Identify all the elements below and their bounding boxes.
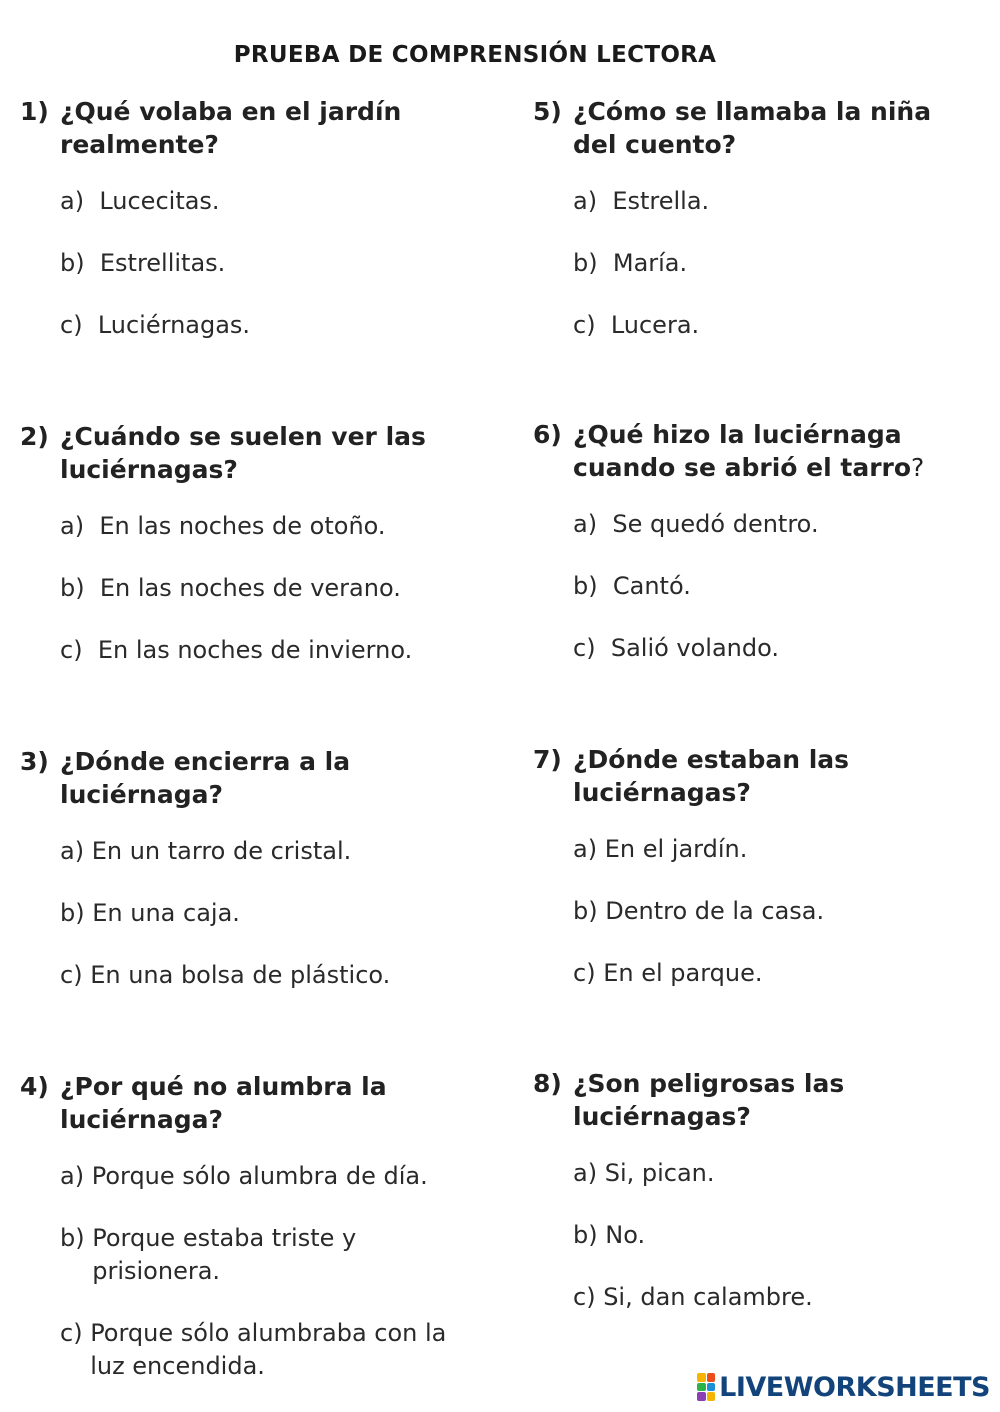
option-c[interactable]: c) En el parque. (573, 959, 763, 987)
options-list (573, 833, 983, 990)
option-c[interactable]: c) Luciérnagas. (60, 311, 251, 339)
question-text: ¿Dónde encierra a la luciérnaga? (60, 747, 351, 809)
options-list (60, 1160, 470, 1383)
option-b[interactable]: b) Estrellitas. (60, 249, 226, 277)
option-b[interactable]: b) María. (573, 249, 688, 277)
option-a[interactable]: a) Si, pican. (573, 1159, 715, 1187)
question-number: 1) (20, 97, 49, 126)
option-b[interactable]: b) No. (573, 1221, 646, 1249)
options-list (573, 1157, 983, 1314)
question-text: ¿Por qué no alumbra la luciérnaga? (60, 1072, 387, 1134)
question-text: ¿Cómo se llamaba la niña del cuento? (573, 97, 932, 159)
question-5 (533, 95, 983, 371)
question-8 (533, 1067, 983, 1343)
option-b[interactable]: b) Porque estaba triste y prisionera. (60, 1224, 357, 1285)
options-list (573, 508, 983, 665)
option-b[interactable]: b) En una caja. (60, 899, 240, 927)
options-list (573, 185, 983, 342)
option-b[interactable]: b) Cantó. (573, 572, 691, 600)
option-a[interactable]: a) Estrella. (573, 187, 710, 215)
options-list (60, 510, 470, 667)
question-text: ¿Qué volaba en el jardín realmente? (60, 97, 402, 159)
question-2 (20, 420, 470, 696)
logo-text: LIVEWORKSHEETS (719, 1371, 990, 1403)
question-text: ¿Cuándo se suelen ver las luciérnagas? (60, 422, 426, 484)
option-c[interactable]: c) Lucera. (573, 311, 700, 339)
question-4 (20, 1070, 470, 1412)
question-number: 2) (20, 422, 49, 451)
option-b[interactable]: b) En las noches de verano. (60, 574, 401, 602)
question-number: 7) (533, 745, 562, 774)
question-number: 8) (533, 1069, 562, 1098)
option-a[interactable]: a) En el jardín. (573, 835, 748, 863)
option-c[interactable]: c) Salió volando. (573, 634, 780, 662)
option-a[interactable]: a) En las noches de otoño. (60, 512, 386, 540)
question-number: 4) (20, 1072, 49, 1101)
option-b[interactable]: b) Dentro de la casa. (573, 897, 825, 925)
question-number: 5) (533, 97, 562, 126)
logo-icon (697, 1373, 715, 1401)
option-a[interactable]: a) Porque sólo alumbra de día. (60, 1162, 428, 1190)
page-title: PRUEBA DE COMPRENSIÓN LECTORA (233, 42, 717, 68)
option-c[interactable]: c) Porque sólo alumbraba con la luz encendida. (60, 1319, 447, 1380)
option-c[interactable]: c) En una bolsa de plástico. (60, 961, 391, 989)
liveworksheets-logo[interactable] (697, 1370, 990, 1404)
question-text: ¿Son peligrosas las luciérnagas? (573, 1069, 845, 1131)
question-7 (533, 743, 983, 1019)
question-text: ¿Qué hizo la luciérnaga cuando se abrió el tarro? (573, 420, 925, 482)
question-3 (20, 745, 470, 1021)
question-number: 3) (20, 747, 49, 776)
option-a[interactable]: a) Lucecitas. (60, 187, 220, 215)
option-c[interactable]: c) Si, dan calambre. (573, 1283, 813, 1311)
options-list (60, 835, 470, 992)
option-c[interactable]: c) En las noches de invierno. (60, 636, 413, 664)
option-a[interactable]: a) En un tarro de cristal. (60, 837, 352, 865)
question-text: ¿Dónde estaban las luciérnagas? (573, 745, 850, 807)
question-1 (20, 95, 470, 371)
question-number: 6) (533, 420, 562, 449)
question-6 (533, 418, 983, 694)
options-list (60, 185, 470, 342)
option-a[interactable]: a) Se quedó dentro. (573, 510, 819, 538)
